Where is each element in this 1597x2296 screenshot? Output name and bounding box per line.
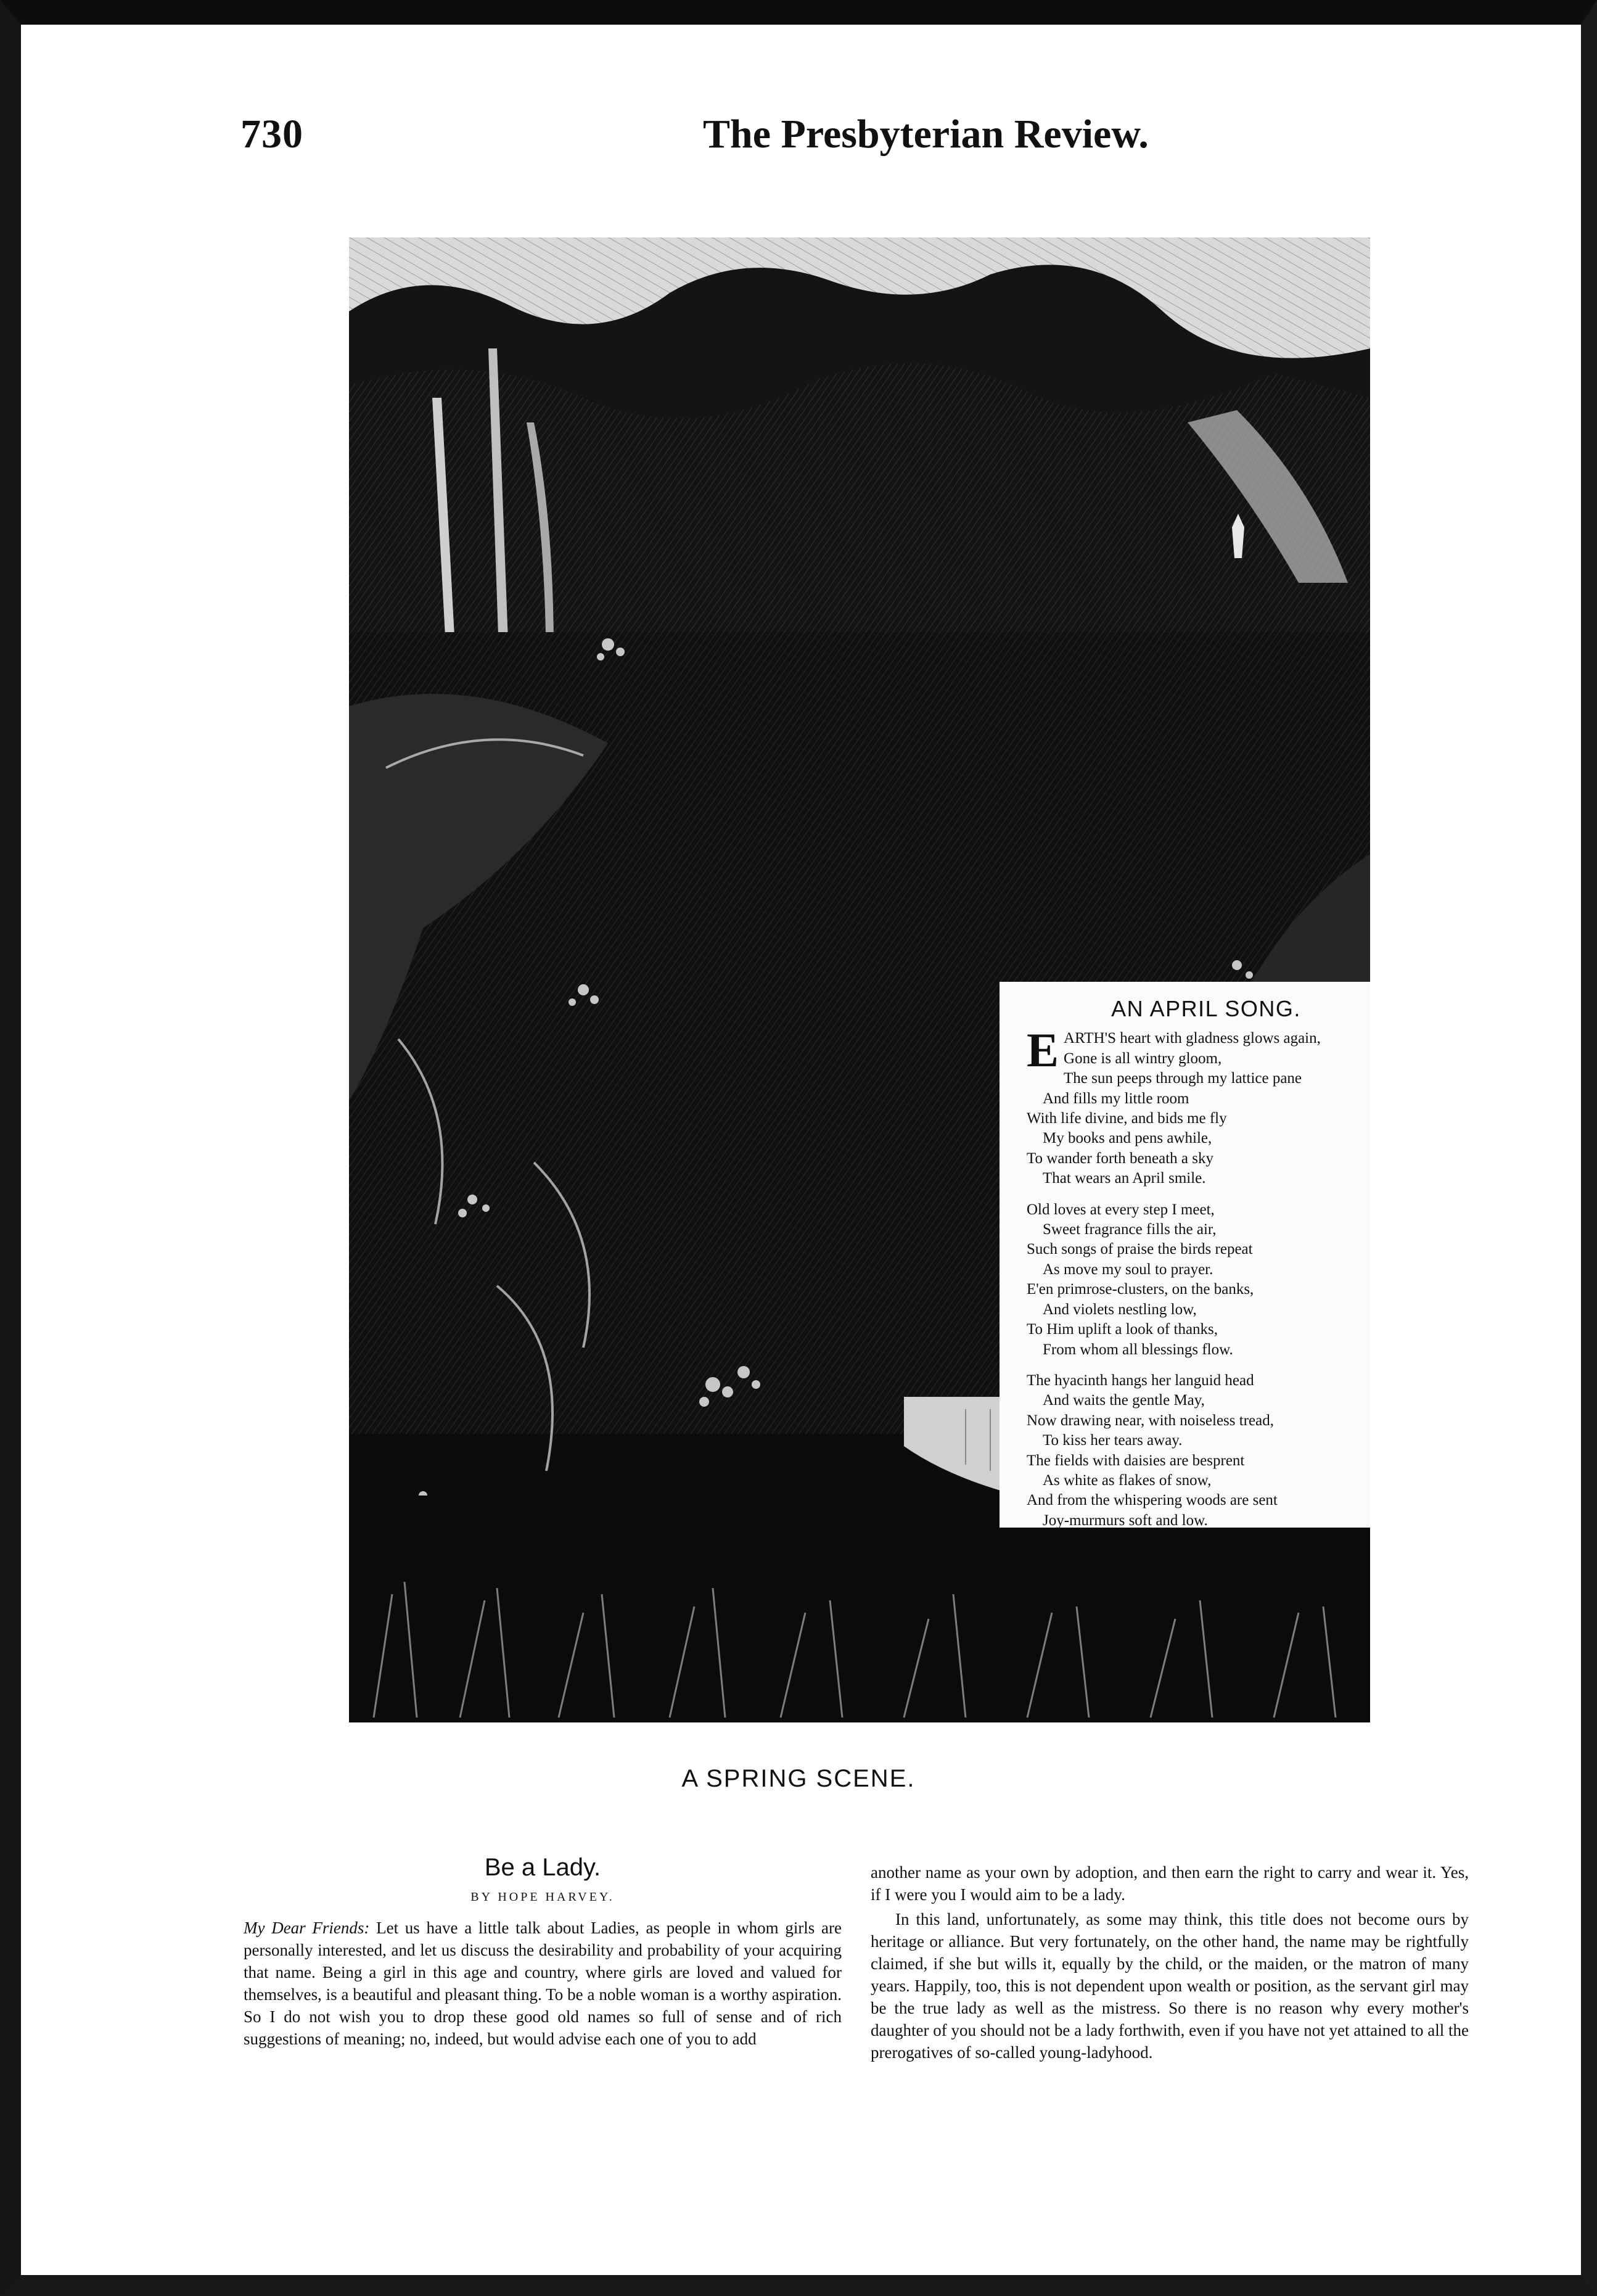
poem-line: Old loves at every step I meet,: [1027, 1201, 1215, 1218]
poem-stanza-1: [1027, 1023, 1370, 1188]
salutation: My Dear Friends:: [244, 1919, 370, 1937]
poem-line: To Him uplift a look of thanks,: [1027, 1321, 1218, 1338]
poem-line: That wears an April smile.: [1043, 1170, 1206, 1187]
article-paragraph: [244, 1917, 842, 2050]
article-paragraph-continued: another name as your own by adoption, and then earn the right to carry and wear it. Yes, if I were you I would aim to be a lady.: [871, 1863, 1469, 1904]
paragraph-text: Let us have a little talk about Ladies, as people in whom girls are personally interested, and let us discuss the desirability and probability of your acquiring that name. Being a girl in this age and country, where girls are loved and valued for themselves, is a beautiful and pleasant thing. To be a noble woman is a worthy aspiration. So I do not wish you to drop these good old names so full of sense and of rich suggestions of meaning; no, indeed, but would advise each one of you to add: [244, 1919, 842, 2048]
poem-stanza-3: [1027, 1371, 1370, 1531]
poem-line: E'en primrose-clusters, on the banks,: [1027, 1281, 1254, 1298]
poem-card: [1000, 982, 1370, 1528]
page-number: 730: [240, 112, 303, 157]
figure-caption: A SPRING SCENE.: [681, 1765, 916, 1792]
poem-line: The hyacinth hangs her languid head: [1027, 1372, 1254, 1389]
journal-title: The Presbyterian Review.: [703, 112, 1149, 157]
poem-line: To kiss her tears away.: [1043, 1432, 1183, 1449]
poem-line: And fills my little room: [1043, 1090, 1189, 1107]
poem-line: As move my soul to prayer.: [1043, 1261, 1213, 1278]
poem-line: And waits the gentle May,: [1043, 1392, 1205, 1409]
poem-title: AN APRIL SONG.: [1111, 996, 1301, 1021]
poem-line: The fields with daisies are besprent: [1027, 1452, 1245, 1469]
poem-line: Now drawing near, with noiseless tread,: [1027, 1412, 1274, 1429]
poem-line: Such songs of praise the birds repeat: [1027, 1241, 1253, 1258]
poem-line: Sweet fragrance fills the air,: [1043, 1221, 1217, 1238]
poem-line: Joy-murmurs soft and low.: [1043, 1512, 1208, 1529]
drop-cap: E: [1027, 1023, 1059, 1077]
poem-line: And violets nestling low,: [1043, 1301, 1197, 1318]
article-paragraph: In this land, unfortunately, as some may think, this title does not become ours by heritage or alliance. But very fortunately, on the other hand, the name may be rightfully claimed, if she but wills it, equally by the child, or the maiden, or the matron of many years. Happily, too, this is not dependent upon wealth or position, as the servant girl may be the true lady as well as the mistress. So there is no reason why every mother's daughter of you should not be a lady forthwith, even if you have not yet attained to all the prerogatives of so-called young-ladyhood.: [871, 1910, 1469, 2062]
article-title: Be a Lady.: [484, 1854, 601, 1881]
page-header: [240, 111, 1381, 173]
spring-scene-engraving: [349, 237, 1370, 1722]
poem-stanza-2: [1027, 1200, 1370, 1360]
poem-line: To wander forth beneath a sky: [1027, 1150, 1214, 1167]
poem-line: My books and pens awhile,: [1043, 1130, 1212, 1147]
poem-line: ARTH'S heart with gladness glows again,: [1064, 1030, 1321, 1047]
poem-line: The sun peeps through my lattice pane: [1064, 1070, 1302, 1087]
article-byline: BY HOPE HARVEY.: [470, 1890, 615, 1904]
poem-line: And from the whispering woods are sent: [1027, 1492, 1278, 1509]
poem-line: With life divine, and bids me fly: [1027, 1110, 1227, 1127]
article-left-column: [244, 1856, 842, 2050]
poem-line: From whom all blessings flow.: [1043, 1341, 1233, 1358]
poem-line: As white as flakes of snow,: [1043, 1471, 1212, 1489]
article-right-column: [871, 1861, 1469, 2064]
poem-line: Gone is all wintry gloom,: [1064, 1050, 1222, 1067]
